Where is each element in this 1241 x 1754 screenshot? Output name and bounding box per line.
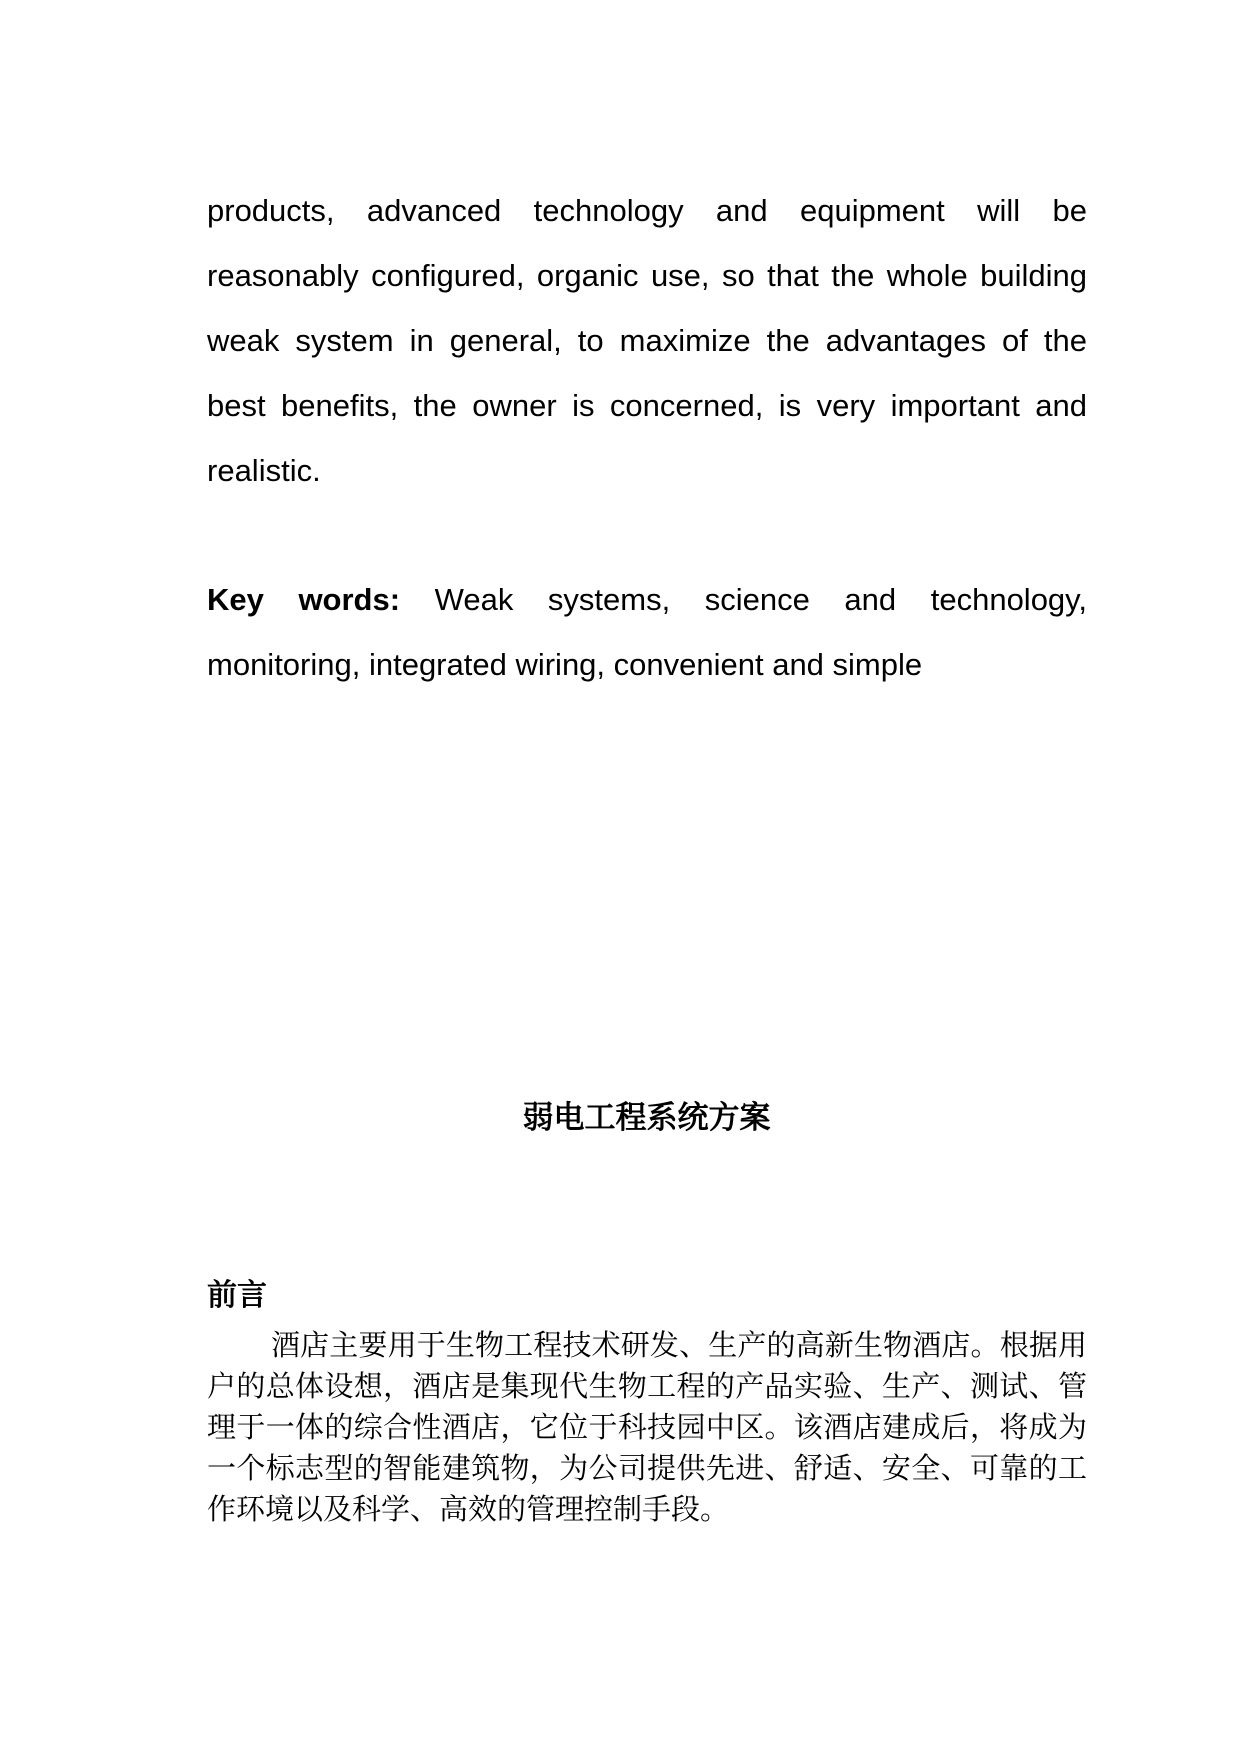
document-title: 弱电工程系统方案 [522,1100,771,1136]
abstract-body-text: products, advanced technology and equipment will be reasonably configured, organic use, so that the whole building weak system in general, to maximize the advantages of the best benefits, the owner is concerned, is very important and realistic. [207,193,1087,488]
keywords-paragraph [207,567,1087,697]
preface-body-text: 酒店主要用于生物工程技术研发、生产的高新生物酒店。根据用户的总体设想，酒店是集现代生物工程的产品实验、生产、测试、管理于一体的综合性酒店，它位于科技园中区。该酒店建成后，将成为一个标志型的智能建筑物，为公司提供先进、舒适、安全、可靠的工作环境以及科学、高效的管理控制手段。 [207,1328,1087,1526]
preface-heading: 前言 [207,1278,267,1313]
keywords-label: Key words: [207,582,401,617]
keywords-text: Weak systems, science and technology, monitoring, integrated wiring, convenient and simple [207,582,1087,682]
